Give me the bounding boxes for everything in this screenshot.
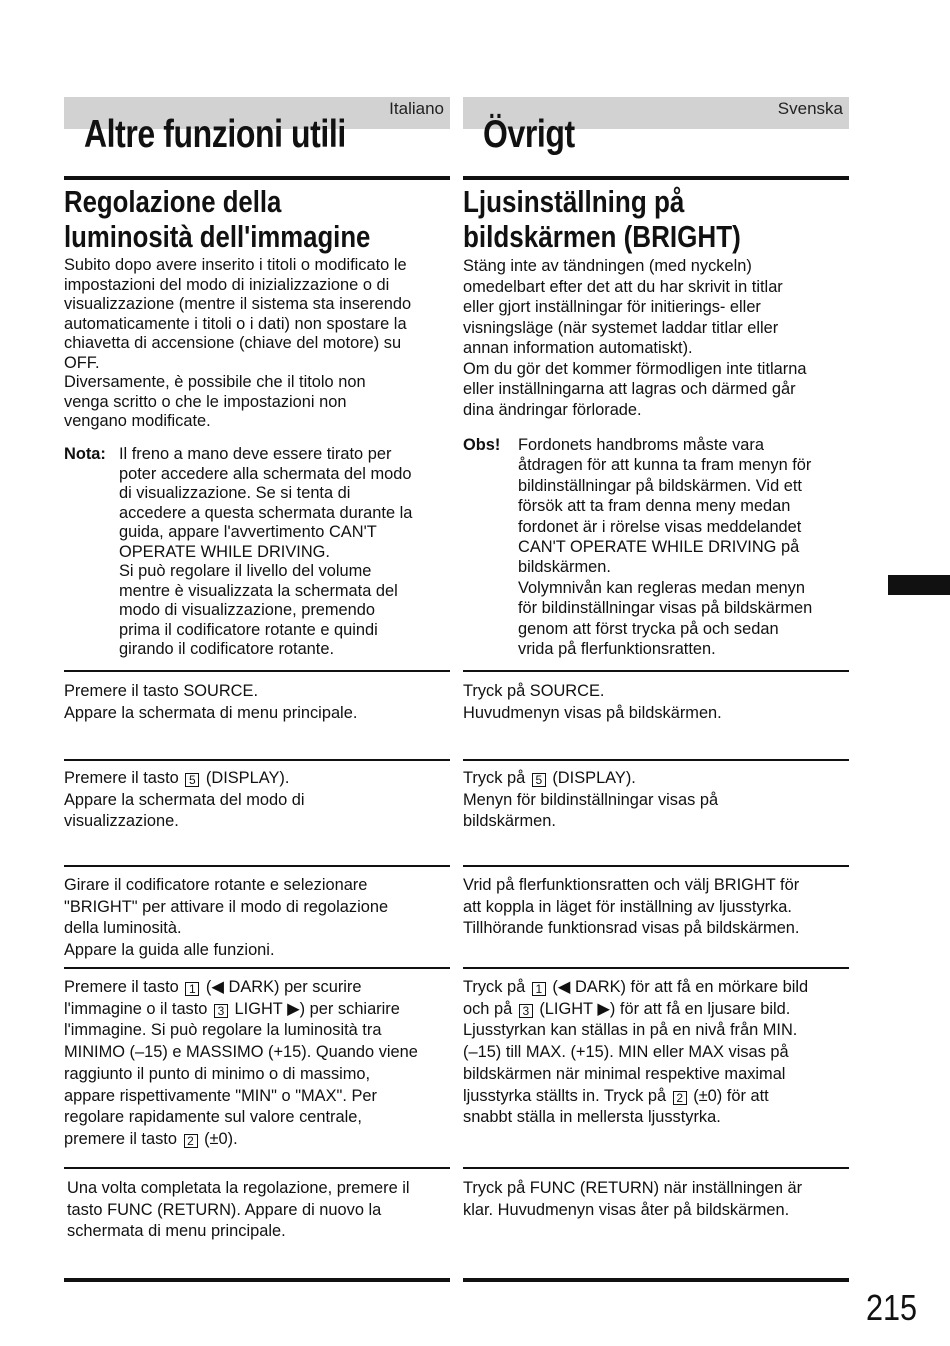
italian-step-line: della luminosità. [64, 919, 182, 938]
italian-note-line: poter accedere alla schermata del modo [119, 464, 412, 483]
italian-note-line: accedere a questa schermata durante la [119, 503, 413, 522]
italian-intro-line: impostazioni del modo di inizializzazione o di [64, 275, 390, 294]
italian-intro-line: automaticamente i titoli o i dati) non spostare la [64, 314, 407, 333]
swedish-step-text: ljusstyrka ställts in. Tryck på [463, 1086, 671, 1105]
swedish-step-line: Tryck på SOURCE. [463, 682, 605, 700]
italian-page-title: Altre funzioni utili [84, 113, 346, 156]
swedish-step-2 [463, 768, 849, 833]
key-1-icon: 1 [532, 982, 546, 996]
key-2-icon: 2 [184, 1134, 198, 1148]
swedish-step-text: (LIGHT ▶) för att få en ljusare bild. [534, 999, 791, 1018]
step-divider [64, 759, 450, 761]
italian-note-line: guida, appare l'avvertimento CAN'T [119, 523, 377, 541]
swedish-step-line [463, 999, 849, 1021]
italian-step-line [64, 1129, 450, 1151]
step-divider [463, 1167, 849, 1169]
step-divider [64, 670, 450, 672]
italian-step-text: LIGHT ▶) per schiarire [229, 999, 400, 1018]
swedish-step-4 [463, 977, 849, 1129]
italian-step-text: Premere il tasto [64, 978, 184, 996]
step-divider [463, 967, 849, 969]
step-divider [64, 865, 450, 867]
swedish-note-line: åtdragen för att kunna ta fram menyn för [518, 456, 812, 475]
swedish-step-text: Tryck på [463, 769, 530, 787]
swedish-step-1 [463, 681, 849, 724]
key-5-icon: 5 [185, 773, 199, 787]
swedish-step-line [463, 1086, 849, 1108]
italian-step-line [64, 977, 450, 999]
italian-step-line: Appare la schermata del modo di [64, 790, 305, 809]
swedish-note-line: CAN'T OPERATE WHILE DRIVING på [518, 538, 800, 557]
swedish-note-line: Fordonets handbroms måste vara [518, 436, 764, 454]
swedish-section-heading-line: bildskärmen (BRIGHT) [463, 219, 741, 254]
italian-intro-line: venga scritto o che le impostazioni non [64, 392, 347, 411]
swedish-note-line: Volymnivån kan regleras medan menyn [518, 578, 805, 597]
section-edge-tab [888, 575, 950, 595]
italian-step-line: schermata di menu principale. [67, 1222, 286, 1241]
swedish-page-title: Övrigt [483, 113, 575, 156]
swedish-step-text: (±0) för att [688, 1086, 769, 1105]
swedish-step-text: och på [463, 999, 517, 1018]
italian-step-line: Una volta completata la regolazione, premere il [67, 1179, 410, 1197]
italian-step-text: l'immagine o il tasto [64, 999, 212, 1018]
swedish-note-line: fordonet är i rörelse visas meddelandet [518, 517, 802, 536]
italian-intro-line: chiavetta di accensione (chiave del motore) su [64, 334, 402, 352]
italian-note-line: girando il codificatore rotante. [119, 640, 335, 658]
key-5-icon: 5 [532, 773, 546, 787]
swedish-step-5 [463, 1178, 849, 1221]
swedish-step-text: (◀ DARK) för att få en mörkare bild [547, 978, 809, 996]
key-2-icon: 2 [673, 1091, 687, 1105]
italian-step-text: (◀ DARK) per scurire [201, 978, 362, 996]
swedish-step-line [463, 977, 849, 999]
italian-step-text: (DISPLAY). [201, 769, 290, 787]
italian-step-line: tasto FUNC (RETURN). Appare di nuovo la [67, 1200, 382, 1219]
italian-step-line: "BRIGHT" per attivare il modo di regolazione [64, 897, 389, 916]
swedish-step-line: bildskärmen. [463, 812, 556, 831]
swedish-step-line: bildskärmen när minimal respektive maximal [463, 1064, 786, 1083]
italian-intro-line: visualizzazione (mentre il sistema sta inserendo [64, 295, 412, 313]
step-divider [463, 865, 849, 867]
key-1-icon: 1 [185, 982, 199, 996]
italian-note-line: OPERATE WHILE DRIVING. [119, 542, 330, 561]
step-divider [463, 759, 849, 761]
italian-step-1 [64, 681, 450, 724]
italian-step-line: MINIMO (–15) e MASSIMO (+15). Quando viene [64, 1043, 418, 1062]
swedish-step-line: Menyn för bildinställningar visas på [463, 790, 719, 809]
italian-step-line: raggiunto il punto di minimo o di massimo, [64, 1064, 371, 1083]
italian-step-text: Premere il tasto [64, 769, 184, 787]
step-divider [64, 1167, 450, 1169]
swedish-section-heading-line: Ljusinställning på [463, 184, 685, 219]
italian-step-3 [64, 875, 450, 962]
italian-step-line: Girare il codificatore rotante e selezionare [64, 876, 368, 894]
swedish-step-line: Tillhörande funktionsrad visas på bildskärmen. [463, 919, 800, 938]
swedish-intro-line: Stäng inte av tändningen (med nyckeln) [463, 257, 752, 275]
italian-note-line: Il freno a mano deve essere tirato per [119, 445, 392, 463]
swedish-title-rule [463, 176, 849, 180]
italian-step-5 [67, 1178, 453, 1243]
italian-section-heading [64, 184, 370, 254]
italian-note-line: prima il codificatore rotante e quindi [119, 620, 378, 639]
italian-language-label: Italiano [389, 99, 444, 118]
column-end-rule [463, 1278, 849, 1282]
key-3-icon: 3 [214, 1004, 228, 1018]
italian-step-line: l'immagine. Si può regolare la luminosità tra [64, 1021, 382, 1040]
italian-note-line: modo di visualizzazione, premendo [119, 601, 376, 619]
italian-step-text: premere il tasto [64, 1129, 182, 1148]
italian-step-text: (±0). [199, 1129, 238, 1148]
swedish-note-line: vrida på flerfunktionsratten. [518, 640, 716, 659]
swedish-note-line: genom att först trycka på och sedan [518, 619, 779, 638]
swedish-note-line: bildinställningar på bildskärmen. Vid ett [518, 476, 802, 495]
swedish-column [463, 97, 849, 1219]
swedish-note-body [518, 435, 849, 659]
italian-section-heading-line: Regolazione della [64, 184, 282, 219]
swedish-step-text: Tryck på [463, 978, 530, 996]
italian-step-4 [64, 977, 450, 1151]
swedish-intro-line: omedelbart efter det att du har skrivit in titlar [463, 277, 783, 296]
swedish-intro-line: eller inställningarna att lagras och därmed går [463, 380, 796, 398]
swedish-step-line: snabbt ställa in mellersta ljusstyrka. [463, 1108, 721, 1127]
swedish-note-line: för bildinställningar visas på bildskärmen [518, 599, 813, 618]
italian-step-line: Appare la schermata di menu principale. [64, 703, 358, 722]
italian-intro-line: vengano modificate. [64, 412, 211, 430]
swedish-intro-line: annan information automatiskt). [463, 339, 693, 357]
italian-intro-line: Subito dopo avere inserito i titoli o modificato le [64, 256, 407, 274]
swedish-intro-line: eller gjort inställningar för initierings- eller [463, 298, 761, 316]
italian-step-line [64, 999, 450, 1021]
swedish-intro-line: dina ändringar förlorade. [463, 400, 642, 419]
swedish-step-line: klar. Huvudmenyn visas åter på bildskärmen. [463, 1200, 790, 1219]
column-end-rule [64, 1278, 450, 1282]
swedish-note [463, 435, 849, 659]
swedish-step-line: att koppla in läget för inställning av ljusstyrka. [463, 897, 792, 916]
italian-step-line: regolare rapidamente sul valore centrale, [64, 1108, 362, 1127]
italian-column [64, 97, 450, 1241]
swedish-step-line: Tryck på FUNC (RETURN) när inställningen är [463, 1179, 803, 1197]
italian-step-line: appare rispettivamente "MIN" o "MAX". Per [64, 1086, 377, 1105]
swedish-step-line: (–15) till MAX. (+15). MIN eller MAX visas på [463, 1043, 789, 1062]
swedish-intro-line: Om du gör det kommer förmodligen inte titlarna [463, 359, 807, 378]
italian-step-line [64, 768, 450, 790]
swedish-note-label: Obs! [463, 436, 501, 454]
swedish-language-label: Svenska [777, 99, 843, 118]
italian-intro-line: OFF. [64, 353, 100, 372]
italian-step-line: Appare la guida alle funzioni. [64, 941, 275, 960]
page-number: 215 [866, 1287, 918, 1328]
italian-note-line: mentre è visualizzata la schermata del [119, 581, 398, 600]
italian-note-label: Nota: [64, 445, 106, 463]
italian-section-heading-line: luminosità dell'immagine [64, 219, 371, 254]
italian-note-body [119, 445, 450, 660]
italian-note-line: di visualizzazione. Se si tenta di [119, 484, 351, 502]
italian-step-2 [64, 768, 450, 833]
italian-step-line: visualizzazione. [64, 812, 179, 831]
swedish-note-line: bildskärmen. [518, 558, 611, 577]
italian-step-line: Premere il tasto SOURCE. [64, 682, 259, 700]
swedish-step-3 [463, 875, 849, 940]
swedish-step-line: Vrid på flerfunktionsratten och välj BRIGHT för [463, 876, 800, 894]
swedish-intro-text [463, 256, 849, 420]
swedish-step-text: (DISPLAY). [547, 769, 636, 787]
swedish-step-line [463, 768, 849, 790]
italian-intro-text [64, 256, 450, 432]
swedish-note-line: försök att ta fram denna meny medan [518, 497, 791, 516]
swedish-section-heading [463, 184, 741, 254]
italian-note-line: Si può regolare il livello del volume [119, 562, 372, 580]
swedish-step-line: Ljusstyrkan kan ställas in på en nivå från MIN. [463, 1021, 798, 1040]
step-divider [463, 670, 849, 672]
swedish-step-line: Huvudmenyn visas på bildskärmen. [463, 703, 722, 722]
step-divider [64, 967, 450, 969]
italian-title-rule [64, 176, 450, 180]
italian-note [64, 445, 450, 660]
italian-intro-line: Diversamente, è possibile che il titolo non [64, 373, 366, 391]
key-3-icon: 3 [519, 1004, 533, 1018]
swedish-intro-line: visningsläge (när systemet laddar titlar eller [463, 318, 779, 337]
